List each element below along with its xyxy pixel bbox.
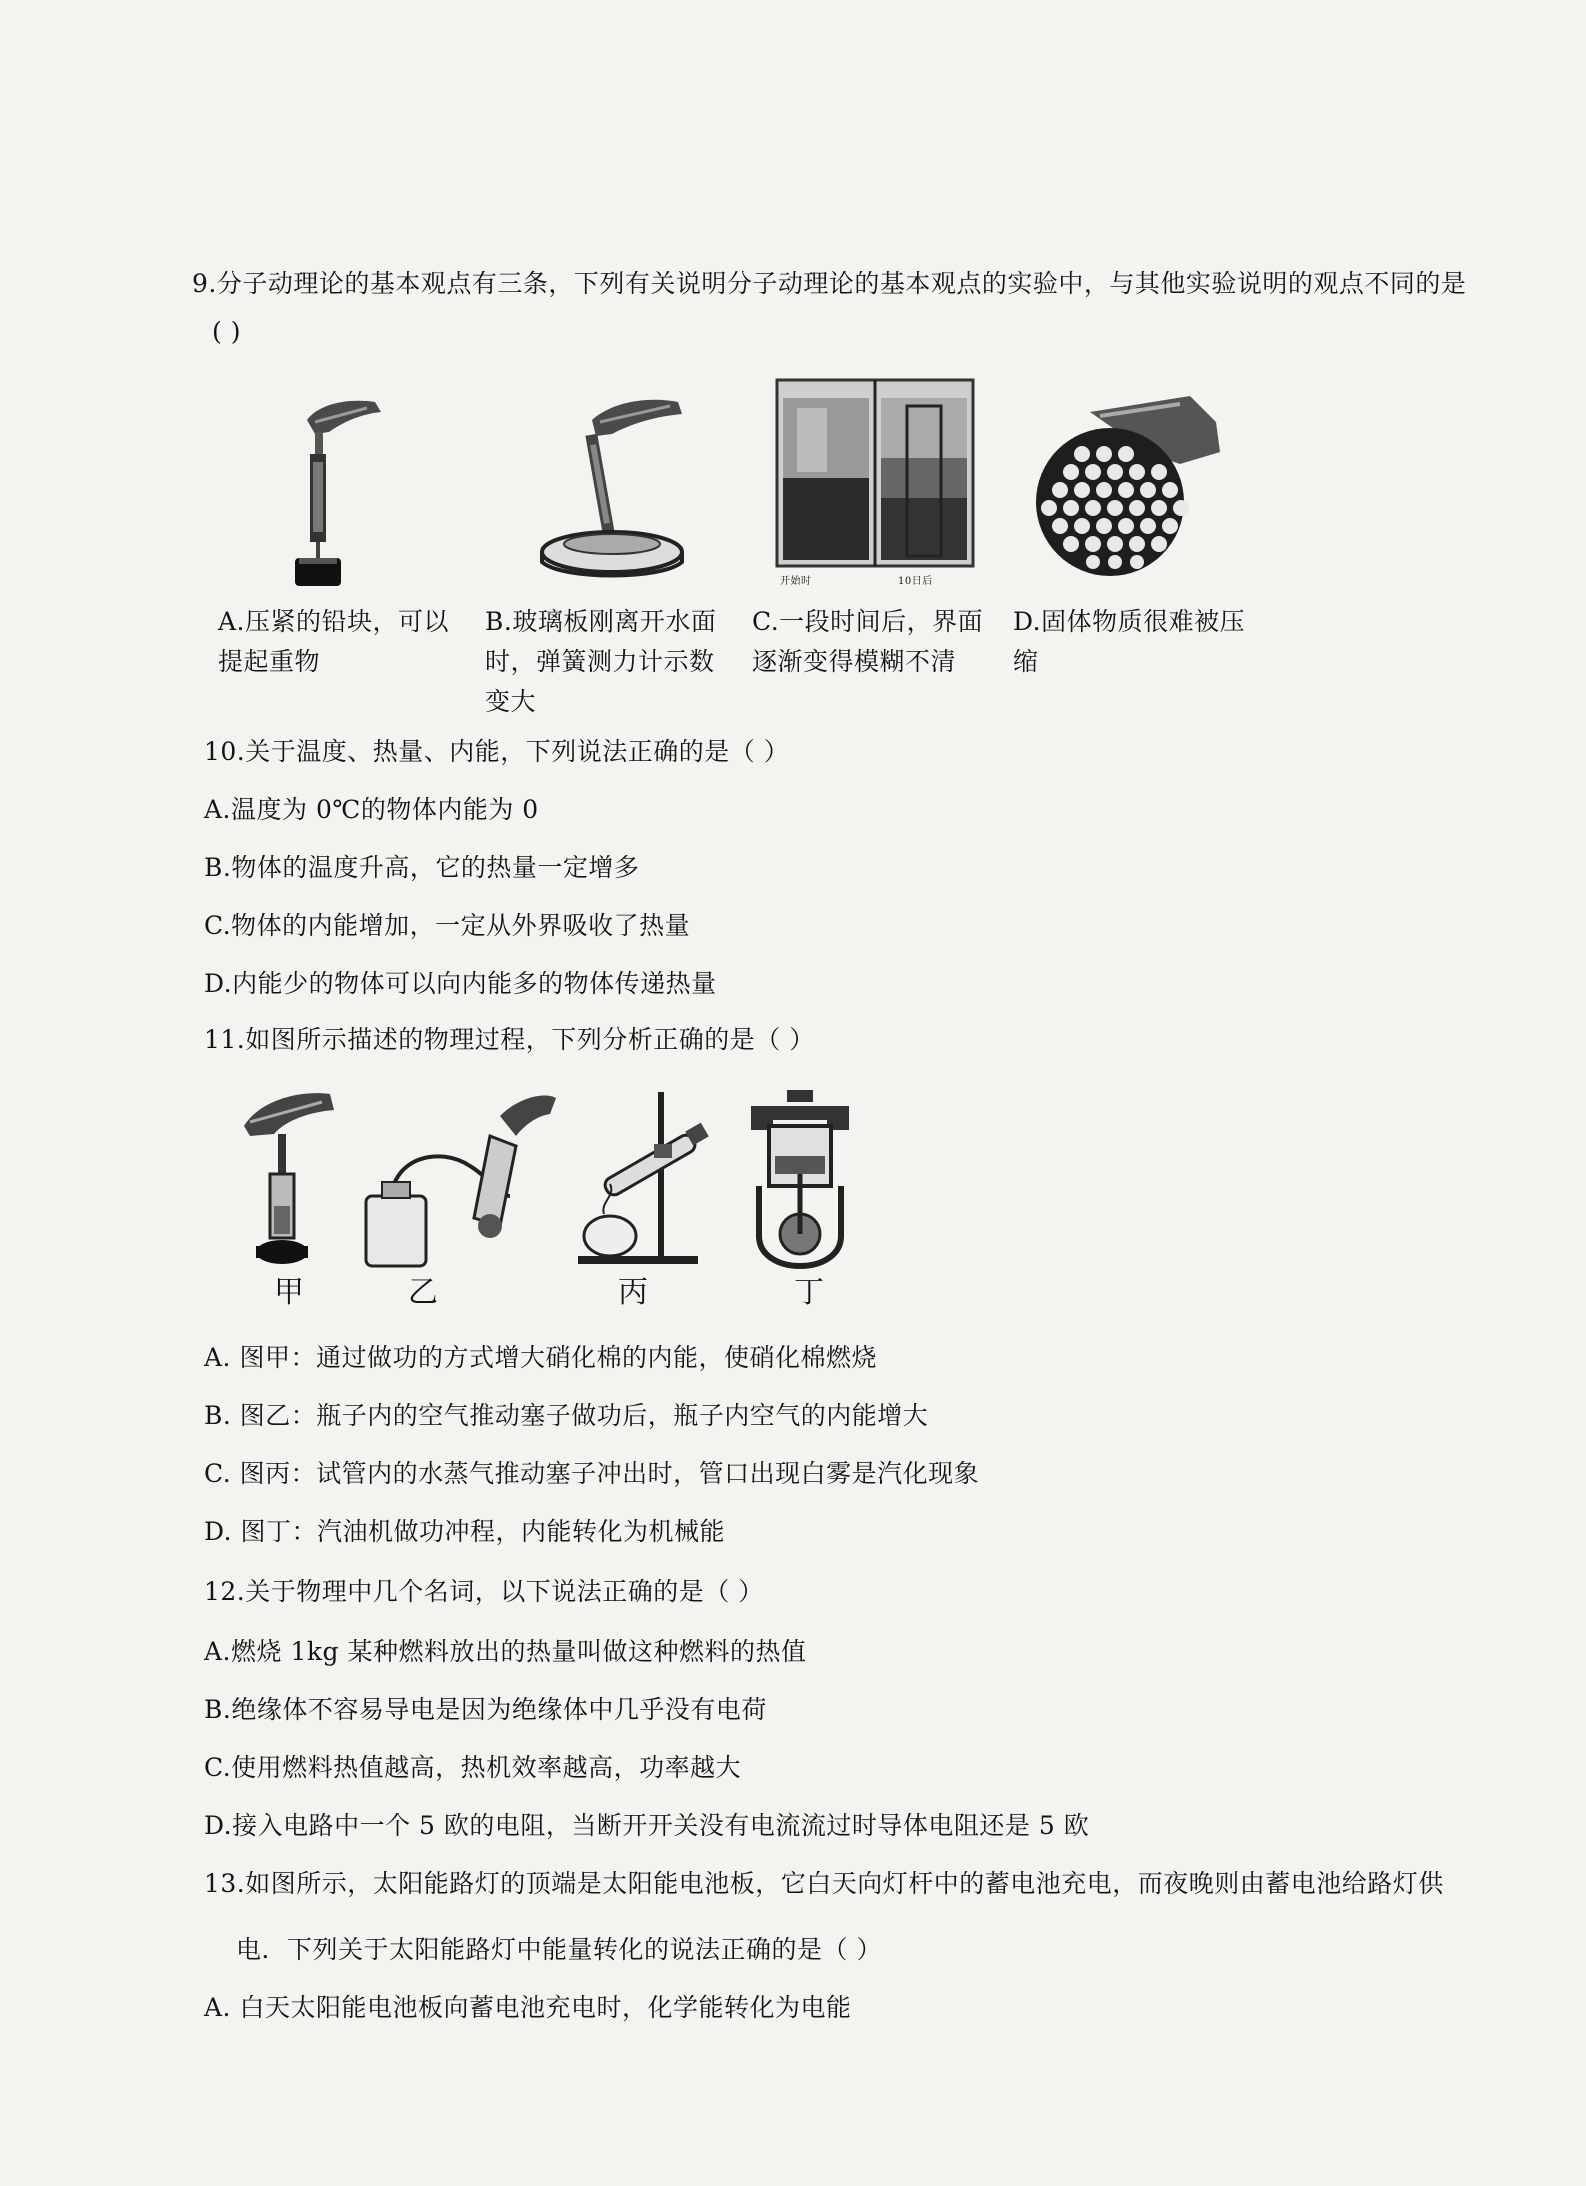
q12-stem: 12.关于物理中几个名词，以下说法正确的是（ ） — [204, 1577, 764, 1606]
q11-figure-label-ding: 丁 — [794, 1275, 824, 1310]
q9-figure-b — [532, 392, 692, 582]
q9-option-d: D.固体物质很难被压 缩 — [1013, 607, 1246, 676]
q9-stem: 9.分子动理论的基本观点有三条，下列有关说明分子动理论的基本观点的实验中，与其他实验说明的观点不同的是 — [192, 269, 1467, 298]
q11-figure-ding — [745, 1086, 855, 1272]
q11-figure-label-bing: 丙 — [618, 1275, 648, 1310]
q11-figure-bing — [570, 1086, 730, 1272]
q11-option-c: C. 图丙：试管内的水蒸气推动塞子冲出时，管口出现白雾是汽化现象 — [204, 1459, 980, 1488]
q10-option-d: D.内能少的物体可以向内能多的物体传递热量 — [204, 969, 717, 998]
q10-option-a: A.温度为 0℃的物体内能为 0 — [204, 795, 539, 824]
q11-option-b: B. 图乙：瓶子内的空气推动塞子做功后，瓶子内空气的内能增大 — [204, 1401, 929, 1430]
q9-figure-c — [775, 378, 975, 586]
q9-figure-c-tag-start: 开始时 — [780, 576, 812, 587]
q10-option-b: B.物体的温度升高，它的热量一定增多 — [204, 853, 640, 882]
q12-option-d: D.接入电路中一个 5 欧的电阻，当断开开关没有电流流过时导体电阻还是 5 欧 — [204, 1811, 1090, 1840]
q11-figure-yi — [350, 1086, 560, 1272]
q13-stem-line1: 13.如图所示，太阳能路灯的顶端是太阳能电池板，它白天向灯杆中的蓄电池充电，而夜晚则由蓄电池给路灯供 — [204, 1869, 1444, 1898]
q9-figure-d — [1030, 392, 1230, 582]
q11-option-d: D. 图丁：汽油机做功冲程，内能转化为机械能 — [204, 1517, 726, 1546]
q11-figure-jia — [230, 1086, 340, 1272]
q9-option-a: A.压紧的铅块，可以 提起重物 — [218, 607, 450, 676]
q10-option-c: C.物体的内能增加，一定从外界吸收了热量 — [204, 911, 691, 940]
q9-figure-c-tag-later: 10日后 — [898, 576, 933, 587]
q11-stem: 11.如图所示描述的物理过程，下列分析正确的是（ ） — [204, 1025, 815, 1054]
q9-option-c: C.一段时间后，界面 逐渐变得模糊不清 — [752, 607, 984, 676]
q11-figure-label-jia: 甲 — [274, 1275, 304, 1310]
q13-stem-line2: 电．下列关于太阳能路灯中能量转化的说法正确的是（ ） — [236, 1935, 882, 1964]
q11-figure-label-yi: 乙 — [408, 1275, 438, 1310]
q9-option-b: B.玻璃板刚离开水面 时，弹簧测力计示数 变大 — [485, 607, 717, 716]
q10-stem: 10.关于温度、热量、内能，下列说法正确的是（ ） — [204, 737, 790, 766]
q13-option-a: A. 白天太阳能电池板向蓄电池充电时，化学能转化为电能 — [204, 1993, 852, 2022]
q12-option-c: C.使用燃料热值越高，热机效率越高，功率越大 — [204, 1753, 742, 1782]
q12-option-a: A.燃烧 1kg 某种燃料放出的热量叫做这种燃料的热值 — [204, 1637, 807, 1666]
q11-option-a: A. 图甲：通过做功的方式增大硝化棉的内能，使硝化棉燃烧 — [204, 1343, 877, 1372]
q9-answer-paren: ( ) — [212, 317, 241, 346]
q9-figure-a — [285, 392, 395, 592]
q12-option-b: B.绝缘体不容易导电是因为绝缘体中几乎没有电荷 — [204, 1695, 767, 1724]
